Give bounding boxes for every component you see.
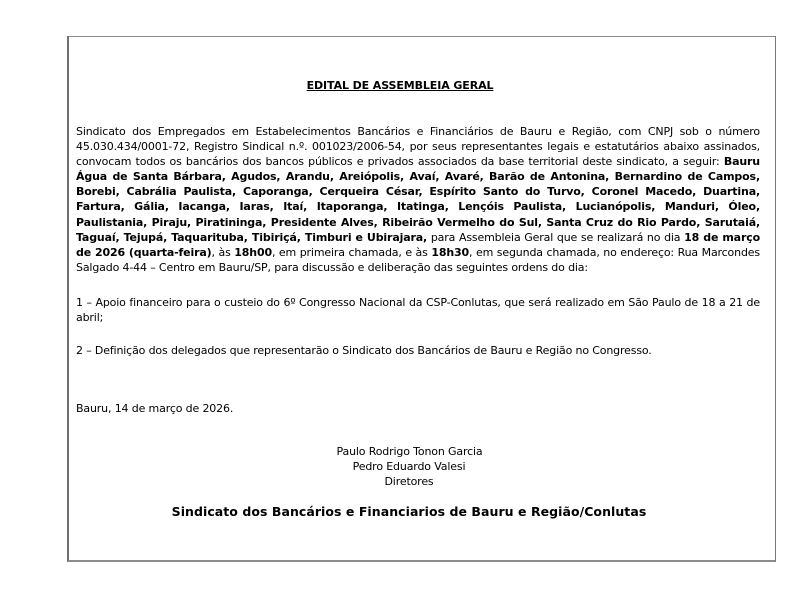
second-call-time: 18h30 [431, 245, 470, 259]
agenda-item-2: 2 – Definição dos delegados que representarão o Sindicato dos Bancários de Bauru e Região no Congresso. [76, 344, 652, 357]
signatory-2: Pedro Eduardo Valesi [352, 460, 466, 473]
agenda-item-1: 1 – Apoio financeiro para o custeio do 6º Congresso Nacional da CSP-Conlutas, que será realizado em São Paulo de 18 a 21 de abril; [76, 296, 760, 325]
document-title: EDITAL DE ASSEMBLEIA GERAL [306, 79, 494, 92]
intro-text-mid3: , em primeira chamada, e às [271, 245, 432, 259]
signatory-1: Paulo Rodrigo Tonon Garcia [336, 445, 483, 458]
city-list: Bauru Água de Santa Bárbara, Agudos, Arandu, Areiópolis, Avaí, Avaré, Barão de Antonina, Bernardino de Campos, Borebi, Cabrália Paulista, Caporanga, Cerqueira César, Espírito Santo do Turvo, Coronel Macedo, Duartina, Fartura, Gália, Iacanga, Iaras, Itaí, Itaporanga, Itatinga, Lençóis Paulista, Lucianópolis, Manduri, Óleo, Paulistania, Piraju, Piratininga, Presidente Alves, Ribeirão Vermelho do Sul, Santa Cruz do Rio Pardo, Sarutaiá, Taguaí, Tejupá, Taquarituba, Tibiriçá, Timburi e Ubirajara, [76, 155, 760, 244]
place-date: Bauru, 14 de março de 2026. [76, 402, 234, 415]
intro-text-mid2: , às [211, 245, 235, 259]
intro-text: Sindicato dos Empregados em Estabelecimentos Bancários e Financiários de Bauru e Região, com CNPJ sob o número 45.030.434/0001-72, Registro Sindical n.º. 001023/2006-54, por seus representantes legais e estatutários abaixo assinados, convocam todos os bancários dos bancos públicos e privados associados da base territorial deste sindicato, a seguir: [76, 125, 760, 169]
meeting-date: 18 de março de 2026 (quarta-feira) [76, 230, 760, 259]
first-call-time: 18h00 [234, 245, 272, 259]
intro-text-mid: para Assembleia Geral que se realizará no dia [427, 230, 685, 244]
organization-name: Sindicato dos Bancários e Financiarios de Bauru e Região/Conlutas [171, 504, 647, 519]
signatory-role: Diretores [384, 475, 434, 488]
intro-text-end: , em segunda chamada, no endereço: Rua Marcondes Salgado 4-44 – Centro em Bauru/SP, para discussão e deliberação das seguintes ordens do dia: [76, 245, 760, 274]
intro-paragraph [76, 124, 760, 275]
